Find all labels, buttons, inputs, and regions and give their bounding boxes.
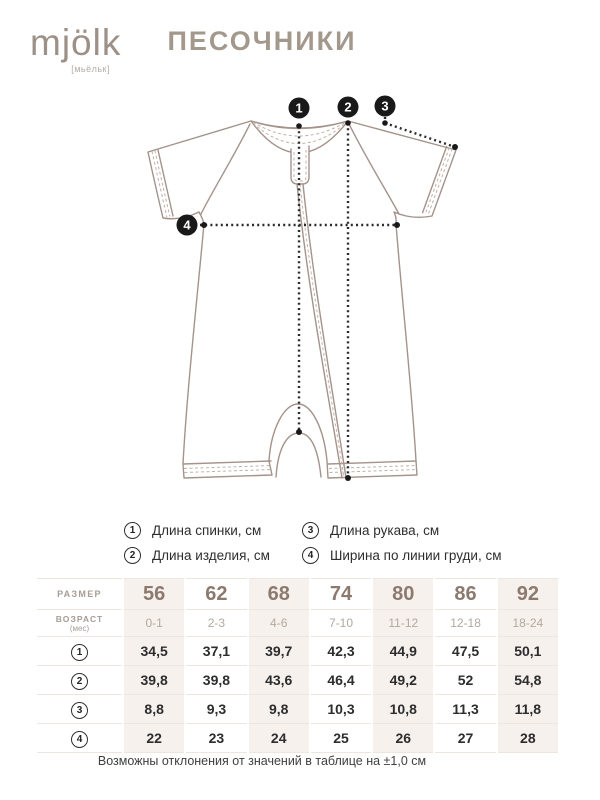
size-cell: 86 (434, 579, 496, 610)
size-table (35, 578, 560, 753)
value-cell: 22 (123, 724, 185, 753)
size-row-label: РАЗМЕР (36, 579, 123, 610)
value-cell: 25 (310, 724, 372, 753)
value-cell: 10,8 (372, 695, 434, 724)
age-cell: 18-24 (497, 610, 559, 637)
legend-2-number: 2 (124, 547, 141, 564)
measure-row-2 (36, 666, 559, 695)
size-cell: 56 (123, 579, 185, 610)
age-cell: 0-1 (123, 610, 185, 637)
size-cell: 62 (185, 579, 247, 610)
value-cell: 46,4 (310, 666, 372, 695)
size-cell: 92 (497, 579, 559, 610)
value-cell: 37,1 (185, 637, 247, 666)
measure-dot (382, 120, 388, 126)
age-cell: 12-18 (434, 610, 496, 637)
row-2-number: 2 (71, 673, 88, 690)
value-cell: 11,8 (497, 695, 559, 724)
size-cell: 80 (372, 579, 434, 610)
age-cell: 2-3 (185, 610, 247, 637)
measure-dot (296, 429, 302, 435)
marker-1-label: 1 (295, 100, 303, 116)
tolerance-note: Возможны отклонения от значений в таблице на ±1,0 см (97, 754, 427, 768)
value-cell: 49,2 (372, 666, 434, 695)
measure-dot (452, 144, 458, 150)
row-3-number: 3 (71, 702, 88, 719)
legend-3-label: Длина рукава, см (330, 523, 440, 538)
crotch-binding (276, 433, 321, 477)
value-cell: 11,3 (434, 695, 496, 724)
value-cell: 39,7 (248, 637, 310, 666)
measure-row-4 (36, 724, 559, 753)
value-cell: 52 (434, 666, 496, 695)
measure-dot (296, 123, 302, 129)
size-cell: 74 (310, 579, 372, 610)
legend-3-number: 3 (302, 522, 319, 539)
value-cell: 28 (497, 724, 559, 753)
value-cell: 42,3 (310, 637, 372, 666)
row-label (36, 724, 123, 753)
legend-item-4 (302, 547, 502, 564)
value-cell: 23 (185, 724, 247, 753)
value-cell: 39,8 (123, 666, 185, 695)
age-cell: 7-10 (310, 610, 372, 637)
value-cell: 26 (372, 724, 434, 753)
row-1-number: 1 (71, 644, 88, 661)
age-row-label (36, 610, 123, 637)
value-cell: 9,8 (248, 695, 310, 724)
age-sublabel: (мес) (69, 623, 90, 633)
measure-dot (345, 475, 351, 481)
legend-item-1 (124, 522, 261, 539)
value-cell: 54,8 (497, 666, 559, 695)
legend-2-label: Длина изделия, см (152, 548, 270, 563)
legend-4-label: Ширина по линии груди, см (330, 548, 502, 563)
value-cell: 24 (248, 724, 310, 753)
value-cell: 50,1 (497, 637, 559, 666)
value-cell: 39,8 (185, 666, 247, 695)
legend-1-number: 1 (124, 522, 141, 539)
measure-dot (394, 222, 400, 228)
marker-4-label: 4 (183, 217, 191, 233)
row-4-number: 4 (71, 731, 88, 748)
age-row (36, 610, 559, 637)
marker-3-label: 3 (381, 98, 389, 114)
size-cell: 68 (248, 579, 310, 610)
measure-row-1 (36, 637, 559, 666)
value-cell: 10,3 (310, 695, 372, 724)
legend-4-number: 4 (302, 547, 319, 564)
brand-logo: mjölk (30, 22, 122, 63)
value-cell: 8,8 (123, 695, 185, 724)
brand-transliteration: [мьёльк] (71, 64, 110, 74)
legend-item-3 (302, 522, 439, 539)
measure-dot (345, 120, 351, 126)
value-cell: 9,3 (185, 695, 247, 724)
row-label (36, 637, 123, 666)
value-cell: 27 (434, 724, 496, 753)
legend-1-label: Длина спинки, см (152, 523, 262, 538)
row-label (36, 666, 123, 695)
row-label (36, 695, 123, 724)
page-title: ПЕСОЧНИКИ (167, 26, 357, 56)
size-row (36, 579, 559, 610)
value-cell: 43,6 (248, 666, 310, 695)
measure-dot (201, 222, 207, 228)
age-label: ВОЗРАСТ (55, 613, 104, 624)
value-cell: 44,9 (372, 637, 434, 666)
marker-2-label: 2 (344, 99, 352, 115)
value-cell: 47,5 (434, 637, 496, 666)
value-cell: 34,5 (123, 637, 185, 666)
age-cell: 4-6 (248, 610, 310, 637)
age-cell: 11-12 (372, 610, 434, 637)
measure-row-3 (36, 695, 559, 724)
legend-item-2 (124, 547, 270, 564)
